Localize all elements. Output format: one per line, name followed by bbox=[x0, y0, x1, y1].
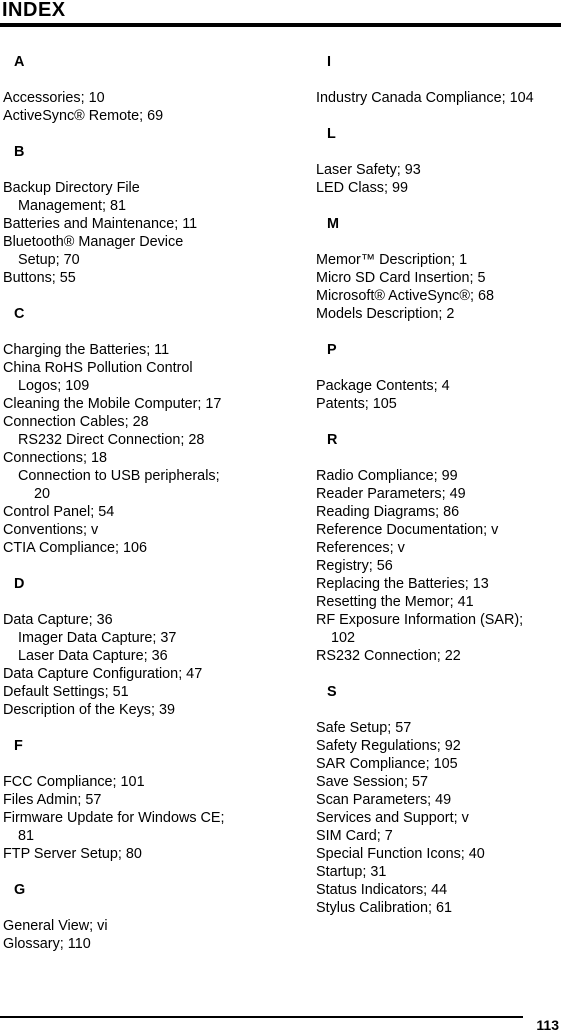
index-entry: Buttons; 55 bbox=[3, 270, 76, 286]
index-entry: Charging the Batteries; 11 bbox=[3, 342, 170, 358]
index-entry: Reader Parameters; 49 bbox=[316, 486, 466, 502]
index-entry: China RoHS Pollution Control bbox=[3, 360, 193, 376]
index-entry: RS232 Connection; 22 bbox=[316, 648, 461, 664]
index-entry: Batteries and Maintenance; 11 bbox=[3, 216, 198, 232]
section-letter: L bbox=[327, 126, 336, 142]
index-entry: Files Admin; 57 bbox=[3, 792, 102, 808]
index-entry: References; v bbox=[316, 540, 405, 556]
index-column-left bbox=[3, 53, 303, 971]
index-entry: Reference Documentation; v bbox=[316, 522, 499, 538]
section-letter: F bbox=[14, 738, 23, 754]
index-entry: FCC Compliance; 101 bbox=[3, 774, 145, 790]
index-section-p bbox=[316, 341, 561, 413]
section-letter: R bbox=[327, 432, 338, 448]
index-entry: FTP Server Setup; 80 bbox=[3, 846, 142, 862]
index-entry: SIM Card; 7 bbox=[316, 828, 393, 844]
index-entry: Scan Parameters; 49 bbox=[316, 792, 452, 808]
index-entry: CTIA Compliance; 106 bbox=[3, 540, 147, 556]
index-entry: Management; 81 bbox=[18, 198, 127, 214]
index-entry: Models Description; 2 bbox=[316, 306, 455, 322]
index-entry: ActiveSync® Remote; 69 bbox=[3, 108, 164, 124]
index-entry: SAR Compliance; 105 bbox=[316, 756, 458, 772]
index-section-d bbox=[3, 575, 303, 719]
index-entry: Safety Regulations; 92 bbox=[316, 738, 461, 754]
index-entry: Setup; 70 bbox=[18, 252, 80, 268]
index-entry: Industry Canada Compliance; 104 bbox=[316, 90, 534, 106]
index-entry: Conventions; v bbox=[3, 522, 99, 538]
index-section-c bbox=[3, 305, 303, 557]
section-letter: B bbox=[14, 144, 25, 160]
index-section-r bbox=[316, 431, 561, 665]
index-section-m bbox=[316, 215, 561, 323]
index-entry: 102 bbox=[331, 630, 356, 646]
index-entry: Data Capture; 36 bbox=[3, 612, 113, 628]
section-letter: P bbox=[327, 342, 337, 358]
index-entry: Bluetooth® Manager Device bbox=[3, 234, 184, 250]
index-entry: 81 bbox=[18, 828, 35, 844]
index-section-f bbox=[3, 737, 303, 863]
index-entry: Safe Setup; 57 bbox=[316, 720, 412, 736]
index-entry: LED Class; 99 bbox=[316, 180, 408, 196]
index-entry: Connections; 18 bbox=[3, 450, 108, 466]
index-section-i bbox=[316, 53, 561, 107]
footer-divider bbox=[0, 1016, 523, 1018]
index-column-right bbox=[316, 53, 561, 935]
index-entry: Special Function Icons; 40 bbox=[316, 846, 485, 862]
index-entry: Description of the Keys; 39 bbox=[3, 702, 175, 718]
index-entry: Glossary; 110 bbox=[3, 936, 91, 952]
index-entry: Connection to USB peripherals; bbox=[18, 468, 220, 484]
index-section-a bbox=[3, 53, 303, 125]
index-entry: Reading Diagrams; 86 bbox=[316, 504, 460, 520]
index-entry: Replacing the Batteries; 13 bbox=[316, 576, 489, 592]
page-title: INDEX bbox=[2, 0, 66, 21]
index-section-s bbox=[316, 683, 561, 917]
index-entry: Backup Directory File bbox=[3, 180, 140, 196]
section-letter: S bbox=[327, 684, 337, 700]
index-entry: Services and Support; v bbox=[316, 810, 469, 826]
index-entry: Registry; 56 bbox=[316, 558, 393, 574]
index-entry: Package Contents; 4 bbox=[316, 378, 450, 394]
index-section-l bbox=[316, 125, 561, 197]
index-entry: Connection Cables; 28 bbox=[3, 414, 149, 430]
index-entry: RF Exposure Information (SAR); bbox=[316, 612, 524, 628]
section-letter: C bbox=[14, 306, 25, 322]
index-entry: Patents; 105 bbox=[316, 396, 397, 412]
index-section-b bbox=[3, 143, 303, 287]
index-entry: Laser Data Capture; 36 bbox=[18, 648, 168, 664]
index-entry: Imager Data Capture; 37 bbox=[18, 630, 177, 646]
section-letter: D bbox=[14, 576, 25, 592]
index-entry: Micro SD Card Insertion; 5 bbox=[316, 270, 486, 286]
section-letter: M bbox=[327, 216, 339, 232]
section-letter: G bbox=[14, 882, 26, 898]
index-entry: Radio Compliance; 99 bbox=[316, 468, 458, 484]
index-entry: 20 bbox=[34, 486, 51, 502]
index-entry: Memor™ Description; 1 bbox=[316, 252, 468, 268]
index-entry: Control Panel; 54 bbox=[3, 504, 115, 520]
index-entry: Save Session; 57 bbox=[316, 774, 428, 790]
index-entry: Firmware Update for Windows CE; bbox=[3, 810, 225, 826]
title-divider bbox=[0, 23, 561, 27]
index-entry: Resetting the Memor; 41 bbox=[316, 594, 474, 610]
index-entry: Laser Safety; 93 bbox=[316, 162, 421, 178]
index-entry: Cleaning the Mobile Computer; 17 bbox=[3, 396, 222, 412]
index-entry: Status Indicators; 44 bbox=[316, 882, 448, 898]
section-letter: I bbox=[327, 54, 331, 70]
index-entry: Microsoft® ActiveSync®; 68 bbox=[316, 288, 494, 304]
section-letter: A bbox=[14, 54, 25, 70]
index-entry: Accessories; 10 bbox=[3, 90, 105, 106]
index-entry: Startup; 31 bbox=[316, 864, 387, 880]
index-entry: Stylus Calibration; 61 bbox=[316, 900, 452, 916]
index-entry: Data Capture Configuration; 47 bbox=[3, 666, 203, 682]
index-section-g bbox=[3, 881, 303, 953]
page-number: 113 bbox=[536, 1017, 559, 1033]
index-entry: Logos; 109 bbox=[18, 378, 90, 394]
index-entry: Default Settings; 51 bbox=[3, 684, 129, 700]
index-entry: General View; vi bbox=[3, 918, 108, 934]
index-entry: RS232 Direct Connection; 28 bbox=[18, 432, 205, 448]
